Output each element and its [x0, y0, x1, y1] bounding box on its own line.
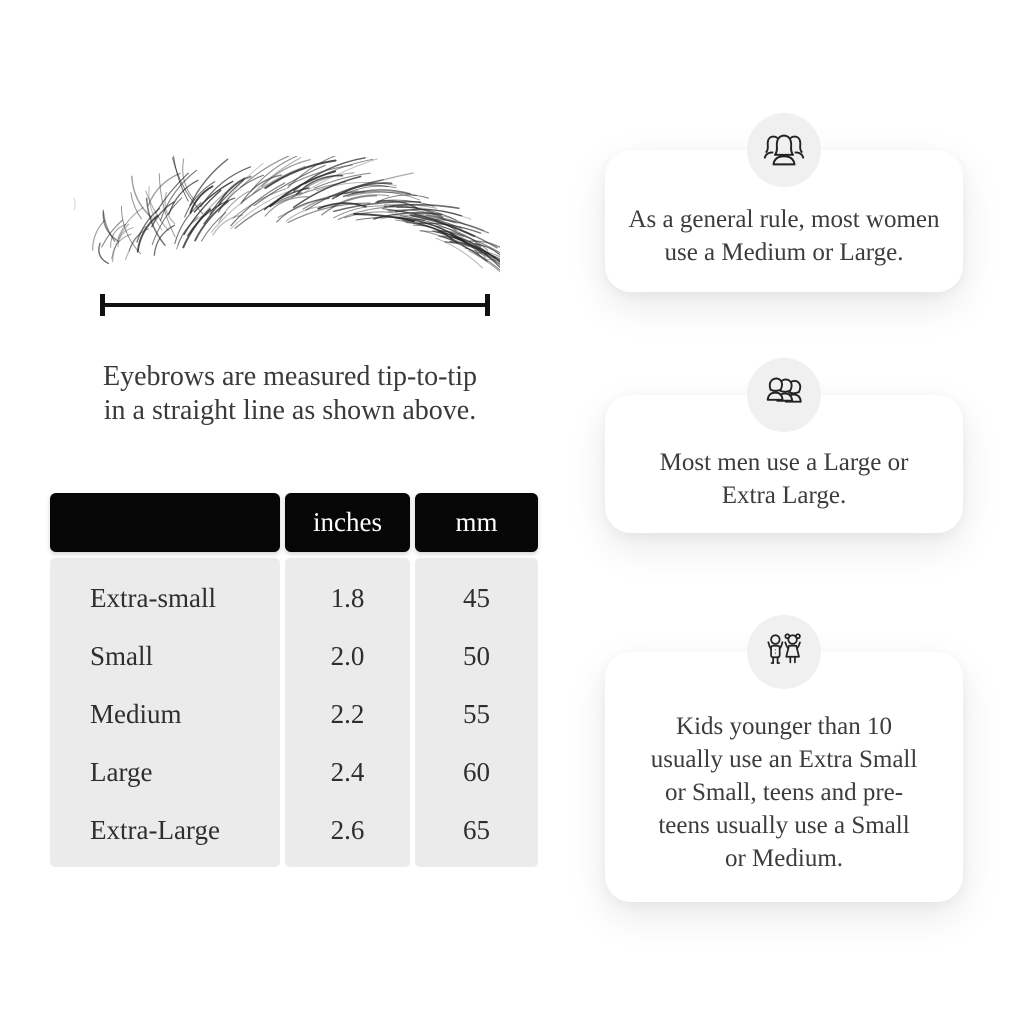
mm-cell: 60 [463, 757, 490, 787]
mm-cell: 65 [463, 815, 490, 845]
size-table [50, 493, 538, 867]
women-group-icon [761, 127, 807, 173]
inches-cell: 2.2 [330, 699, 365, 729]
tip-text-men: Most men use a Large or Extra Large. [659, 449, 909, 509]
inches-column [285, 558, 410, 867]
inches-cell: 2.0 [330, 641, 365, 671]
size-table-header [50, 493, 538, 552]
tip-card-kids [605, 652, 963, 902]
inches-cell: 2.4 [330, 757, 365, 787]
kids-icon-circle [747, 615, 821, 689]
women-icon-circle [747, 113, 821, 187]
inches-cell: 1.8 [330, 583, 365, 613]
table-header-size [50, 493, 280, 552]
mm-column [415, 558, 538, 867]
mm-cell: 45 [463, 583, 490, 613]
tip-text-women: As a general rule, most women use a Medium or Large. [628, 206, 940, 266]
inches-cell: 2.6 [330, 815, 365, 845]
mm-cell: 55 [463, 699, 490, 729]
kids-icon [761, 629, 807, 675]
figure-caption-line-2: in a straight line as shown above. [103, 395, 477, 426]
table-header-inches: inches [285, 493, 410, 552]
table-header-mm: mm [415, 493, 538, 552]
size-cell: Medium [90, 699, 182, 729]
men-group-icon [761, 372, 807, 418]
measurement-line-right-cap [485, 294, 490, 316]
size-cell: Extra-small [90, 583, 216, 613]
size-table-body [50, 558, 538, 867]
size-cell: Large [90, 757, 153, 787]
tip-text-kids: Kids younger than 10 usually use an Extra Small or Small, teens and pre-teens usually use a Small or Medium. [650, 712, 918, 872]
figure-caption [60, 360, 520, 428]
size-cell: Extra-Large [90, 815, 220, 845]
size-name-column [50, 558, 280, 867]
size-cell: Small [90, 641, 154, 671]
men-icon-circle [747, 358, 821, 432]
measurement-line-bar [102, 303, 488, 307]
mm-cell: 50 [463, 641, 490, 671]
measurement-line [100, 294, 490, 316]
eyebrow-illustration [70, 156, 500, 276]
figure-caption-line-1: Eyebrows are measured tip-to-tip [103, 361, 477, 392]
